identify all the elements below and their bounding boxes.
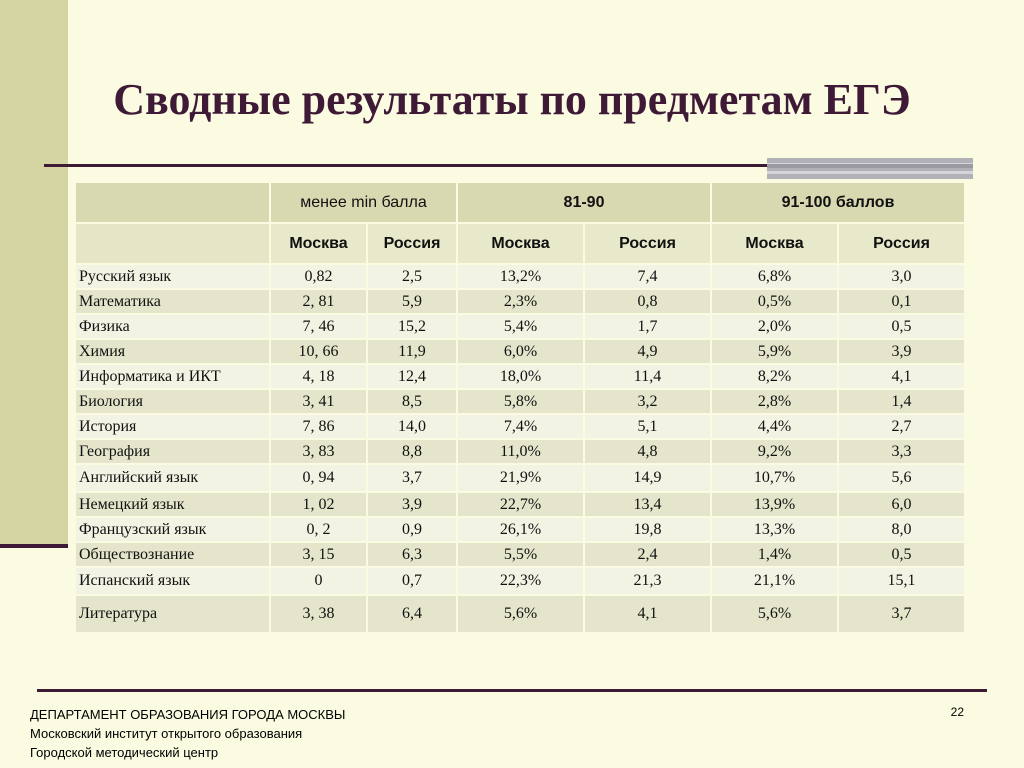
min-moscow-cell: 3, 38 <box>270 595 367 633</box>
min-russia-cell: 15,2 <box>367 314 457 339</box>
91-100-russia-cell: 1,4 <box>838 389 965 414</box>
91-100-moscow-cell: 4,4% <box>711 414 838 439</box>
91-100-moscow-cell: 9,2% <box>711 439 838 464</box>
table-row <box>75 542 965 567</box>
min-moscow-cell: 3, 41 <box>270 389 367 414</box>
min-russia-cell: 14,0 <box>367 414 457 439</box>
81-90-moscow-cell: 5,6% <box>457 595 584 633</box>
81-90-russia-cell: 21,3 <box>584 567 711 595</box>
table-row <box>75 439 965 464</box>
min-moscow-cell: 7, 86 <box>270 414 367 439</box>
91-100-moscow-cell: 8,2% <box>711 364 838 389</box>
page-number: 22 <box>950 705 964 719</box>
min-russia-cell: 0,9 <box>367 517 457 542</box>
81-90-russia-cell: 0,8 <box>584 289 711 314</box>
results-table <box>74 181 966 634</box>
subject-cell: Информатика и ИКТ <box>75 364 270 389</box>
subheader-moscow: Москва <box>457 223 584 264</box>
81-90-russia-cell: 11,4 <box>584 364 711 389</box>
91-100-moscow-cell: 13,9% <box>711 492 838 517</box>
footer-center: Городской методический центр <box>30 745 219 760</box>
min-russia-cell: 8,8 <box>367 439 457 464</box>
subheader-moscow: Москва <box>711 223 838 264</box>
subject-cell: Обществознание <box>75 542 270 567</box>
min-moscow-cell: 10, 66 <box>270 339 367 364</box>
91-100-moscow-cell: 2,0% <box>711 314 838 339</box>
91-100-moscow-cell: 1,4% <box>711 542 838 567</box>
91-100-russia-cell: 5,6 <box>838 464 965 492</box>
min-moscow-cell: 2, 81 <box>270 289 367 314</box>
81-90-moscow-cell: 7,4% <box>457 414 584 439</box>
min-moscow-cell: 1, 02 <box>270 492 367 517</box>
subject-cell: Литература <box>75 595 270 633</box>
subject-cell: Химия <box>75 339 270 364</box>
81-90-russia-cell: 19,8 <box>584 517 711 542</box>
81-90-russia-cell: 3,2 <box>584 389 711 414</box>
min-russia-cell: 6,3 <box>367 542 457 567</box>
91-100-russia-cell: 3,9 <box>838 339 965 364</box>
slide-title: Сводные результаты по предметам ЕГЭ <box>113 75 911 124</box>
subject-cell: География <box>75 439 270 464</box>
91-100-moscow-cell: 5,9% <box>711 339 838 364</box>
81-90-russia-cell: 4,1 <box>584 595 711 633</box>
81-90-moscow-cell: 5,5% <box>457 542 584 567</box>
min-moscow-cell: 3, 15 <box>270 542 367 567</box>
min-moscow-cell: 0, 94 <box>270 464 367 492</box>
81-90-russia-cell: 14,9 <box>584 464 711 492</box>
81-90-moscow-cell: 6,0% <box>457 339 584 364</box>
subheader-russia: Россия <box>584 223 711 264</box>
91-100-russia-cell: 0,5 <box>838 314 965 339</box>
min-moscow-cell: 0,82 <box>270 264 367 289</box>
min-russia-cell: 2,5 <box>367 264 457 289</box>
91-100-moscow-cell: 13,3% <box>711 517 838 542</box>
table-row <box>75 389 965 414</box>
subject-cell: Физика <box>75 314 270 339</box>
subheader-moscow: Москва <box>270 223 367 264</box>
91-100-russia-cell: 2,7 <box>838 414 965 439</box>
title-underline <box>44 164 784 167</box>
91-100-russia-cell: 6,0 <box>838 492 965 517</box>
81-90-moscow-cell: 13,2% <box>457 264 584 289</box>
91-100-moscow-cell: 21,1% <box>711 567 838 595</box>
subject-cell: Русский язык <box>75 264 270 289</box>
footer-institute: Московский институт открытого образования <box>30 726 303 741</box>
subject-cell: Испанский язык <box>75 567 270 595</box>
min-russia-cell: 3,9 <box>367 492 457 517</box>
table-header <box>75 182 965 264</box>
91-100-moscow-cell: 10,7% <box>711 464 838 492</box>
table-row <box>75 517 965 542</box>
81-90-moscow-cell: 21,9% <box>457 464 584 492</box>
table-row <box>75 414 965 439</box>
table-row <box>75 492 965 517</box>
91-100-russia-cell: 3,3 <box>838 439 965 464</box>
91-100-russia-cell: 3,0 <box>838 264 965 289</box>
81-90-russia-cell: 1,7 <box>584 314 711 339</box>
81-90-moscow-cell: 5,4% <box>457 314 584 339</box>
91-100-russia-cell: 0,1 <box>838 289 965 314</box>
91-100-moscow-cell: 0,5% <box>711 289 838 314</box>
subject-cell: Английский язык <box>75 464 270 492</box>
left-band-rule <box>0 544 68 548</box>
91-100-russia-cell: 8,0 <box>838 517 965 542</box>
subject-cell: Биология <box>75 389 270 414</box>
min-russia-cell: 11,9 <box>367 339 457 364</box>
table-row <box>75 264 965 289</box>
table-row <box>75 567 965 595</box>
91-100-moscow-cell: 2,8% <box>711 389 838 414</box>
min-moscow-cell: 3, 83 <box>270 439 367 464</box>
footer <box>30 705 345 762</box>
table-row <box>75 595 965 633</box>
header-group-below-min: менее min балла <box>270 182 457 223</box>
81-90-moscow-cell: 11,0% <box>457 439 584 464</box>
81-90-russia-cell: 5,1 <box>584 414 711 439</box>
table-body <box>75 264 965 633</box>
81-90-russia-cell: 4,8 <box>584 439 711 464</box>
81-90-russia-cell: 7,4 <box>584 264 711 289</box>
table-row <box>75 289 965 314</box>
min-russia-cell: 12,4 <box>367 364 457 389</box>
header-group-91-100: 91-100 баллов <box>711 182 965 223</box>
81-90-russia-cell: 2,4 <box>584 542 711 567</box>
min-moscow-cell: 7, 46 <box>270 314 367 339</box>
81-90-moscow-cell: 22,3% <box>457 567 584 595</box>
min-russia-cell: 3,7 <box>367 464 457 492</box>
81-90-moscow-cell: 18,0% <box>457 364 584 389</box>
91-100-moscow-cell: 6,8% <box>711 264 838 289</box>
table-row <box>75 464 965 492</box>
subject-cell: История <box>75 414 270 439</box>
81-90-russia-cell: 4,9 <box>584 339 711 364</box>
min-russia-cell: 0,7 <box>367 567 457 595</box>
subject-cell: Немецкий язык <box>75 492 270 517</box>
81-90-moscow-cell: 26,1% <box>457 517 584 542</box>
81-90-moscow-cell: 5,8% <box>457 389 584 414</box>
subject-cell: Французский язык <box>75 517 270 542</box>
min-moscow-cell: 4, 18 <box>270 364 367 389</box>
91-100-russia-cell: 0,5 <box>838 542 965 567</box>
91-100-russia-cell: 3,7 <box>838 595 965 633</box>
min-russia-cell: 5,9 <box>367 289 457 314</box>
subheader-corner <box>75 223 270 264</box>
title-gray-bar <box>767 158 973 179</box>
min-moscow-cell: 0 <box>270 567 367 595</box>
table-row <box>75 339 965 364</box>
table-row <box>75 364 965 389</box>
81-90-russia-cell: 13,4 <box>584 492 711 517</box>
footer-rule <box>37 689 987 692</box>
header-corner <box>75 182 270 223</box>
header-group-81-90: 81-90 <box>457 182 711 223</box>
table-row <box>75 314 965 339</box>
91-100-russia-cell: 4,1 <box>838 364 965 389</box>
subheader-russia: Россия <box>838 223 965 264</box>
81-90-moscow-cell: 22,7% <box>457 492 584 517</box>
91-100-russia-cell: 15,1 <box>838 567 965 595</box>
min-moscow-cell: 0, 2 <box>270 517 367 542</box>
81-90-moscow-cell: 2,3% <box>457 289 584 314</box>
footer-department: ДЕПАРТАМЕНТ ОБРАЗОВАНИЯ ГОРОДА МОСКВЫ <box>30 707 346 722</box>
min-russia-cell: 6,4 <box>367 595 457 633</box>
91-100-moscow-cell: 5,6% <box>711 595 838 633</box>
subject-cell: Математика <box>75 289 270 314</box>
min-russia-cell: 8,5 <box>367 389 457 414</box>
subheader-russia: Россия <box>367 223 457 264</box>
